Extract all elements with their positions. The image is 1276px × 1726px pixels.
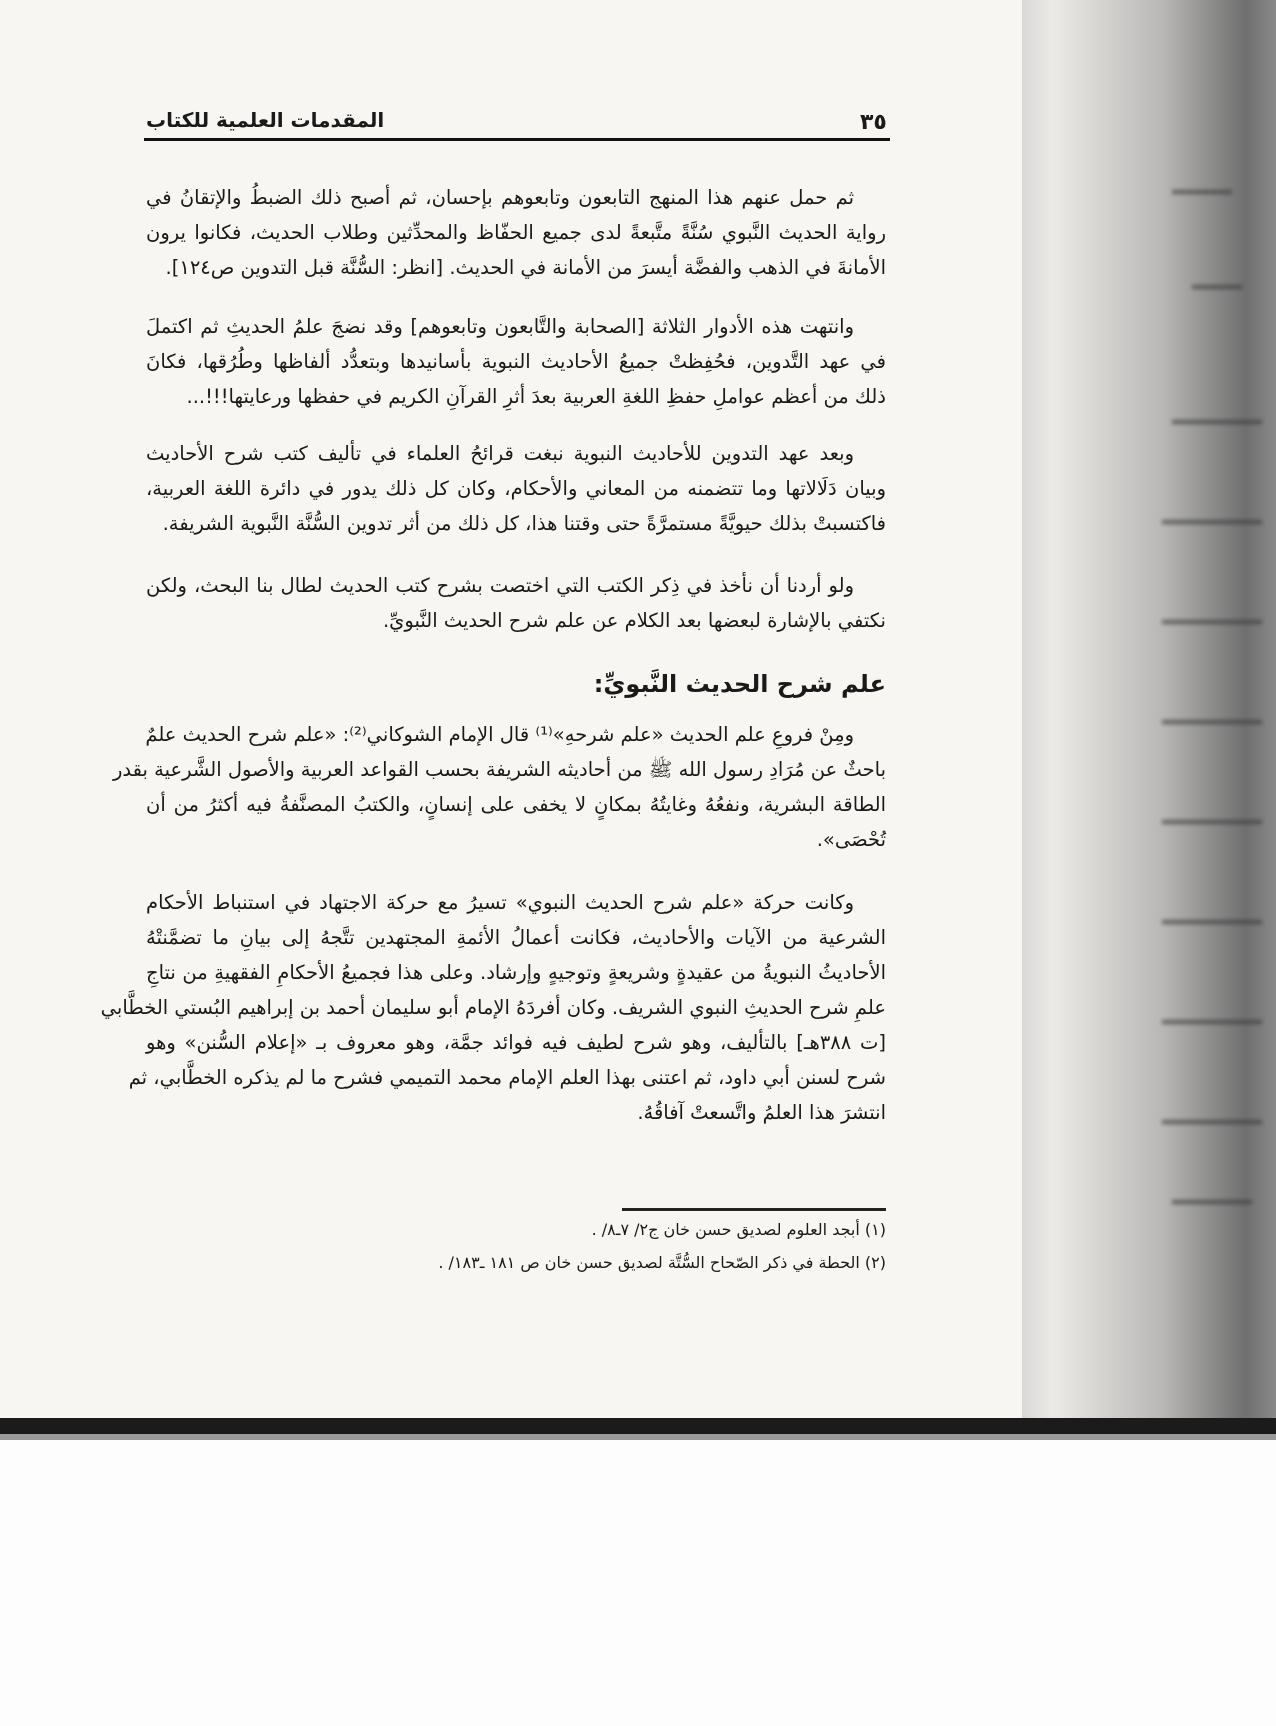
- text-line: رواية الحديث النَّبوي سُنَّةً متَّبعةً لدى جميع الحفّاظ والمحدِّثين وطلاب الحديث، فكانوا يرون: [146, 221, 886, 244]
- text-line: ولو أردنا أن نأخذ في ذِكر الكتب التي اختصت بشرح كتب الحديث لطال بنا البحث، ولكن: [146, 574, 854, 597]
- text-line: ذلك من أعظم عواملِ حفظِ اللغةِ العربية بعدَ أثرِ القرآنِ الكريم في حفظها ورعايتها!!!...: [186, 385, 886, 408]
- header-rule: [144, 138, 890, 141]
- running-header-title: المقدمات العلمية للكتاب: [146, 108, 385, 132]
- book-cover-edge: [0, 1418, 1276, 1434]
- text-line: تُحْصَى».: [816, 828, 886, 851]
- text-line: وبيان دَلَالاتها وما تتضمنه من المعاني والأحكام، وكان كل ذلك يدور في دائرة اللغة العربية،: [146, 477, 886, 500]
- text-line: علمِ شرح الحديثِ النبوي الشريف. وكان أفردَهُ الإمام أبو سليمان أحمد بن إبراهيم البُستي الخطَّابي: [100, 996, 886, 1019]
- footnote-rule: [622, 1208, 886, 1211]
- text-line: الطاقة البشرية، ونفعُهُ وغايتُهُ بمكانٍ لا يخفى على إنسانٍ، والكتبُ المصنَّفةُ فيه أكثرُ من أن: [146, 793, 886, 816]
- text-line: وانتهت هذه الأدوار الثلاثة [الصحابة والتَّابعون وتابعوهم] وقد نضجَ علمُ الحديثِ ثم اكتملَ: [146, 315, 854, 338]
- paragraph-1: [146, 180, 886, 285]
- footnote-1: (١) أبجد العلوم لصديق حسن خان ج٢/ ٧ـ٨/ .: [591, 1220, 886, 1239]
- text-line: الأمانةَ في الذهب والفضَّة أيسرَ من الأمانة في الحديث. [انظر: السُّنَّة قبل التدوين ص١٢٤].: [165, 256, 886, 279]
- text-line: وبعد عهد التدوين للأحاديث النبوية نبغت قرائحُ العلماء في تأليف كتب شرح الأحاديث: [146, 442, 854, 465]
- text-line: الشرعية من الآيات والأحاديث، فكانت أعمالُ الأئمةِ المجتهدين تتَّجهُ إلى بيانِ ما تضمَّنتْهُ: [146, 926, 886, 949]
- text-line: في عهد التَّدوين، فحُفِظتْ جميعُ الأحاديث النبوية بأسانيدها وبتعدُّد ألفاظها وطُرُقها، فكانَ: [146, 350, 886, 373]
- page-number: ٣٥: [860, 110, 887, 135]
- text-line: نكتفي بالإشارة لبعضها بعد الكلام عن علم شرح الحديث النَّبويِّ.: [382, 609, 886, 632]
- section-heading: علم شرح الحديث النَّبويِّ:: [593, 670, 886, 698]
- text-line: [ت ٣٨٨هـ] بالتأليف، وهو شرح لطيف فيه فوائد جمَّة، وهو معروف بـ «إعلام السُّنن» وهو: [146, 1031, 886, 1054]
- paragraph-6: [100, 885, 886, 1130]
- paragraph-5: [113, 717, 886, 857]
- text-line: ومِنْ فروعِ علم الحديث «علم شرحهِ»⁽¹⁾ قال الإمام الشوكاني⁽²⁾: «علم شرح الحديث علمٌ: [145, 723, 854, 746]
- paragraph-4: [146, 568, 886, 638]
- text-line: باحثٌ عن مُرَادِ رسول الله ﷺ من أحاديثه الشريفة بحسب القواعد العربية والأصول الشَّرعية بقدر: [113, 758, 886, 781]
- book-cover-shadow: [0, 1434, 1276, 1440]
- text-line: وكانت حركة «علم شرح الحديث النبوي» تسيرُ مع حركة الاجتهاد في استنباط الأحكام: [146, 891, 854, 914]
- text-line: ثم حمل عنهم هذا المنهج التابعون وتابعوهم بإحسان، ثم أصبح ذلك الضبطُ والإتقانُ في: [146, 186, 854, 209]
- text-line: فاكتسبتْ بذلك حيويَّةً مستمرَّةً حتى وقتنا هذا، كل ذلك من أثر تدوين السُّنَّة النَّبوية الشريفة.: [162, 512, 886, 535]
- adjacent-page-edge: [1022, 0, 1276, 1418]
- text-line: انتشرَ هذا العلمُ واتَّسعتْ آفاقُهُ.: [637, 1101, 886, 1124]
- text-line: الأحاديثُ النبويةُ من عقيدةٍ وشريعةٍ وتوجيهٍ وإرشاد. وعلى هذا فجميعُ الأحكامِ الفقهيةِ من نتاجِ: [146, 961, 886, 984]
- paragraph-3: [146, 436, 886, 541]
- text-line: شرح لسنن أبي داود، ثم اعتنى بهذا العلم الإمام محمد التميمي فشرح ما لم يذكره الخطَّابي، ثم: [128, 1066, 886, 1089]
- footnote-2: (٢) الحطة في ذكر الصّحاح السُّتَّة لصديق حسن خان ص ١٨١ ـ١٨٣/ .: [438, 1253, 886, 1272]
- paragraph-2: [146, 309, 886, 414]
